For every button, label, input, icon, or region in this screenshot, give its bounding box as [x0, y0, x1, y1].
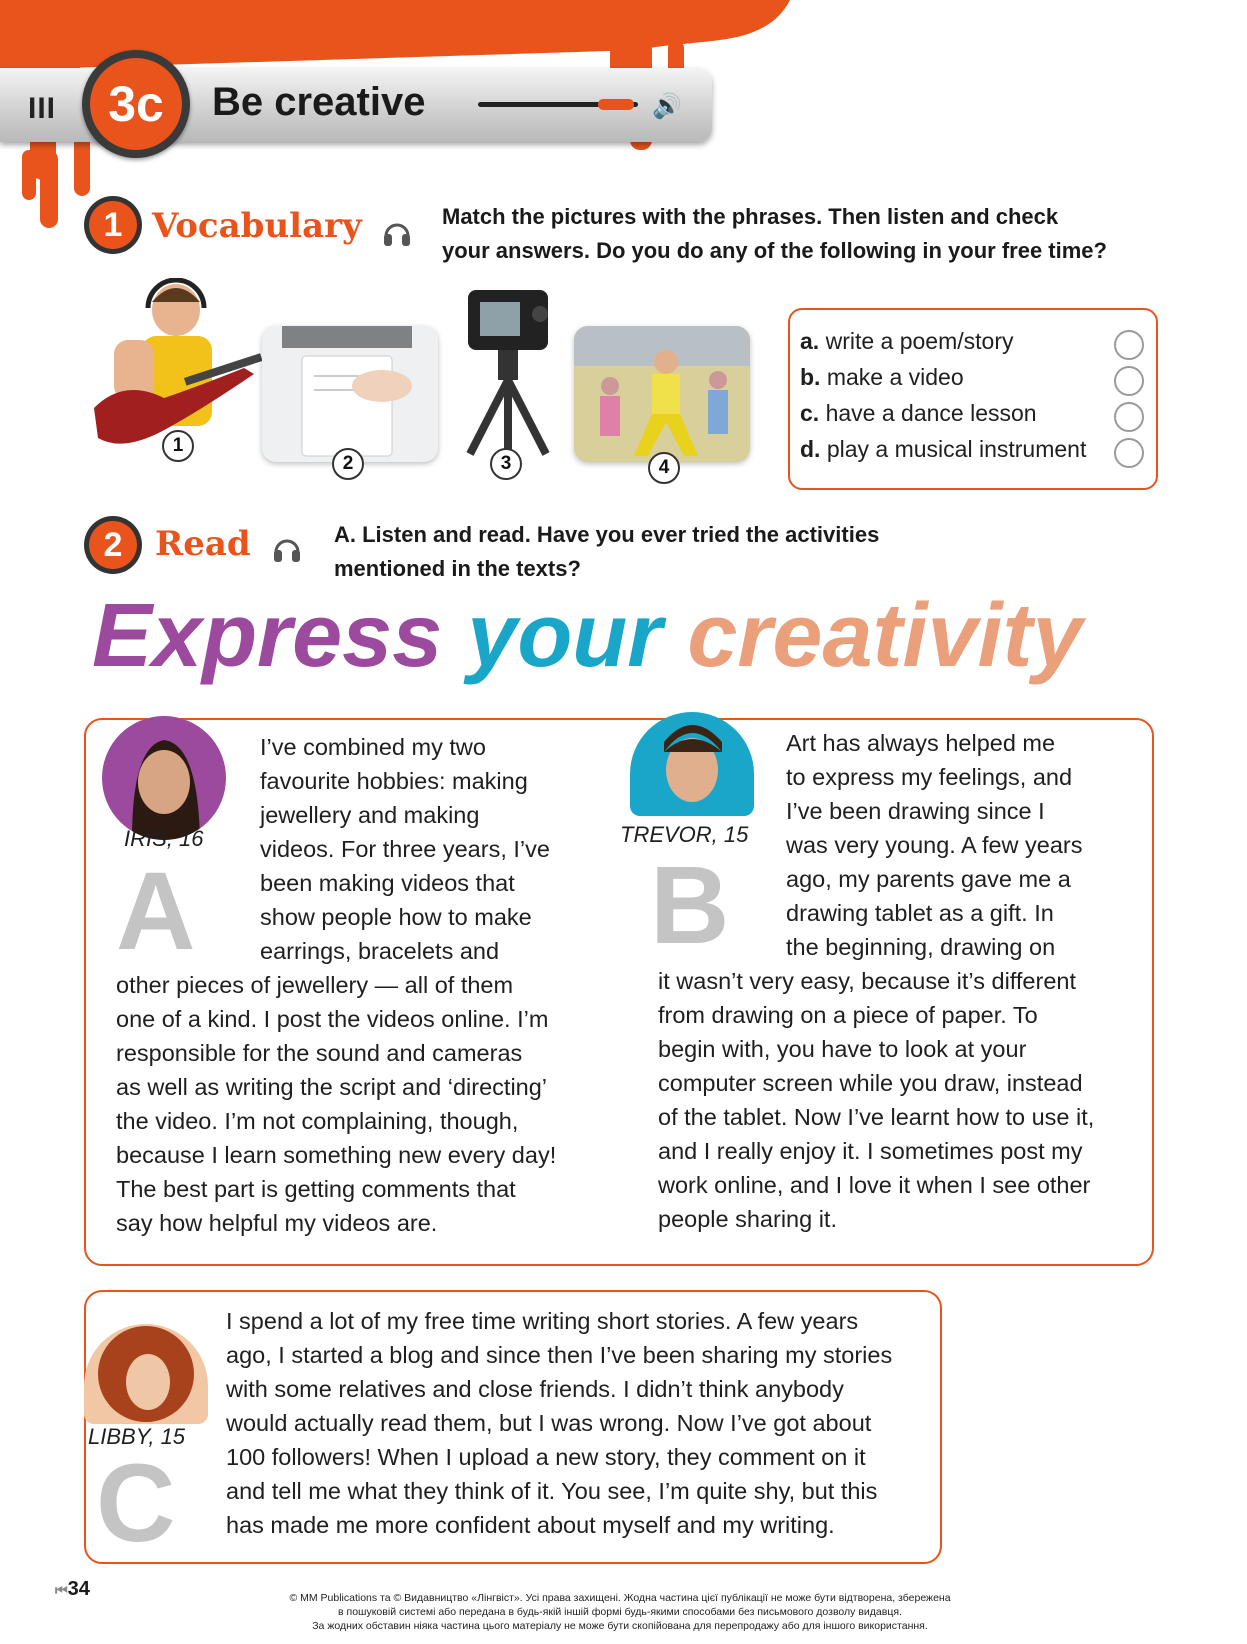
page-number-text: 34	[67, 1578, 90, 1600]
picture-camera-tripod	[450, 284, 566, 464]
text-a-line: earrings, bracelets and	[260, 938, 500, 964]
section1-title: Vocabulary	[152, 206, 362, 246]
text-a-line: I’ve combined my two	[260, 734, 486, 760]
picture-number-1: 1	[162, 430, 194, 462]
picture-dance-lesson	[574, 326, 750, 462]
headphones-icon	[382, 218, 412, 248]
text-b-line: work online, and I love it when I see other	[658, 1172, 1091, 1198]
unit-badge	[82, 50, 190, 158]
reading-title	[92, 585, 1083, 688]
text-a-line: responsible for the sound and cameras	[116, 1040, 523, 1066]
section2-instruction-line2: mentioned in the texts?	[334, 556, 581, 581]
title-word-creativity: creativity	[687, 586, 1083, 686]
picture-writing	[262, 326, 438, 462]
letter-b: B	[650, 844, 730, 967]
unit-title: Be creative	[212, 80, 426, 124]
copyright-line1: © MM Publications та © Видавництво «Лінгвіст». Усі права захищені. Жодна частина цієї публікації не може бути відтворена, збережена	[289, 1592, 951, 1604]
section2-number: 2	[89, 521, 137, 569]
text-b-line: it wasn’t very easy, because it’s different	[658, 968, 1076, 994]
answer-circle-a[interactable]	[1114, 330, 1144, 360]
headphones-icon	[272, 534, 302, 564]
section1-number-badge	[84, 196, 142, 254]
text-a-line: show people how to make	[260, 904, 532, 930]
phrase-a: a. write a poem/story	[800, 328, 1014, 354]
phrase-d: d. play a musical instrument	[800, 436, 1087, 462]
text-a-line: The best part is getting comments that	[116, 1176, 516, 1202]
text-b-line: computer screen while you draw, instead	[658, 1070, 1083, 1096]
unit-number: 3c	[90, 58, 182, 150]
text-b-line: people sharing it.	[658, 1206, 837, 1232]
text-c-line: has made me more confident about myself and my writing.	[226, 1512, 835, 1538]
text-b-line: I’ve been drawing since I	[786, 798, 1045, 824]
text-b-line: Art has always helped me	[786, 730, 1056, 756]
section1-instruction-line1: Match the pictures with the phrases. Then listen and check	[442, 204, 1059, 229]
text-a-line: the video. I’m not complaining, though,	[116, 1108, 519, 1134]
text-a-line: been making videos that	[260, 870, 515, 896]
picture-number-2: 2	[332, 448, 364, 480]
text-b-line: ago, my parents gave me a	[786, 866, 1071, 892]
text-b-line: the beginning, drawing on	[786, 934, 1056, 960]
text-c-line: would actually read them, but I was wrong. Now I’ve got about	[226, 1410, 872, 1436]
text-c-line: with some relatives and close friends. I didn’t think anybody	[226, 1376, 844, 1402]
rewind-icon: ⏮	[55, 1582, 68, 1598]
letter-c: C	[96, 1442, 176, 1565]
text-b-line: was very young. A few years	[786, 832, 1083, 858]
answer-circle-d[interactable]	[1114, 438, 1144, 468]
title-word-express: Express	[92, 586, 443, 686]
copyright-line2: в пошуковій системі або передана в будь-якій іншій формі будь-якими способами без письмового дозволу видавця.	[338, 1606, 902, 1618]
text-a-line: one of a kind. I post the videos online. I’m	[116, 1006, 549, 1032]
text-a-line: other pieces of jewellery — all of them	[116, 972, 514, 998]
text-b-line: of the tablet. Now I’ve learnt how to use it,	[658, 1104, 1095, 1130]
text-c-line: ago, I started a blog and since then I’ve been sharing my stories	[226, 1342, 893, 1368]
text-a-line: as well as writing the script and ‘directing’	[116, 1074, 548, 1100]
text-a-line: jewellery and making	[260, 802, 480, 828]
section1-number: 1	[89, 201, 137, 249]
text-c-line: 100 followers! When I upload a new story, they comment on it	[226, 1444, 866, 1470]
text-a-line: say how helpful my videos are.	[116, 1210, 438, 1236]
name-iris: IRIS, 16	[124, 826, 204, 851]
name-trevor: TREVOR, 15	[620, 822, 749, 847]
answer-circle-c[interactable]	[1114, 402, 1144, 432]
speaker-icon: 🔊	[652, 93, 682, 120]
text-a-line: videos. For three years, I’ve	[260, 836, 550, 862]
picture-number-3: 3	[490, 448, 522, 480]
text-c-line: I spend a lot of my free time writing short stories. A few years	[226, 1308, 859, 1334]
picture-number-4: 4	[648, 452, 680, 484]
section2-number-badge	[84, 516, 142, 574]
copyright-line3: За жодних обставин ніяка частина цього матеріалу не може бути скопійована для перепродажу або для іншого використання.	[312, 1620, 928, 1632]
menu-bars-icon: III	[28, 92, 57, 125]
audio-slider-handle	[598, 99, 634, 110]
picture-guitarist	[84, 278, 264, 464]
title-word-your: your	[467, 586, 663, 686]
answer-circle-b[interactable]	[1114, 366, 1144, 396]
section2-instruction-line1: A. Listen and read. Have you ever tried the activities	[334, 522, 880, 547]
text-c-line: and tell me what they think of it. You see, I’m quite shy, but this	[226, 1478, 878, 1504]
section1-instruction-line2: your answers. Do you do any of the following in your free time?	[442, 238, 1107, 263]
page-number	[55, 1578, 90, 1601]
text-b-line: drawing tablet as a gift. In	[786, 900, 1054, 926]
phrase-c: c. have a dance lesson	[800, 400, 1037, 426]
phrase-b: b. make a video	[800, 364, 964, 390]
text-b-line: and I really enjoy it. I sometimes post my	[658, 1138, 1083, 1164]
text-b-line: to express my feelings, and	[786, 764, 1073, 790]
text-a-line: favourite hobbies: making	[260, 768, 528, 794]
text-a-line: because I learn something new every day!	[116, 1142, 557, 1168]
section2-title: Read	[155, 524, 251, 564]
text-b-line: begin with, you have to look at your	[658, 1036, 1027, 1062]
avatar-iris	[102, 716, 226, 840]
name-libby: LIBBY, 15	[88, 1424, 186, 1449]
letter-a: A	[116, 850, 196, 973]
text-b-line: from drawing on a piece of paper. To	[658, 1002, 1038, 1028]
